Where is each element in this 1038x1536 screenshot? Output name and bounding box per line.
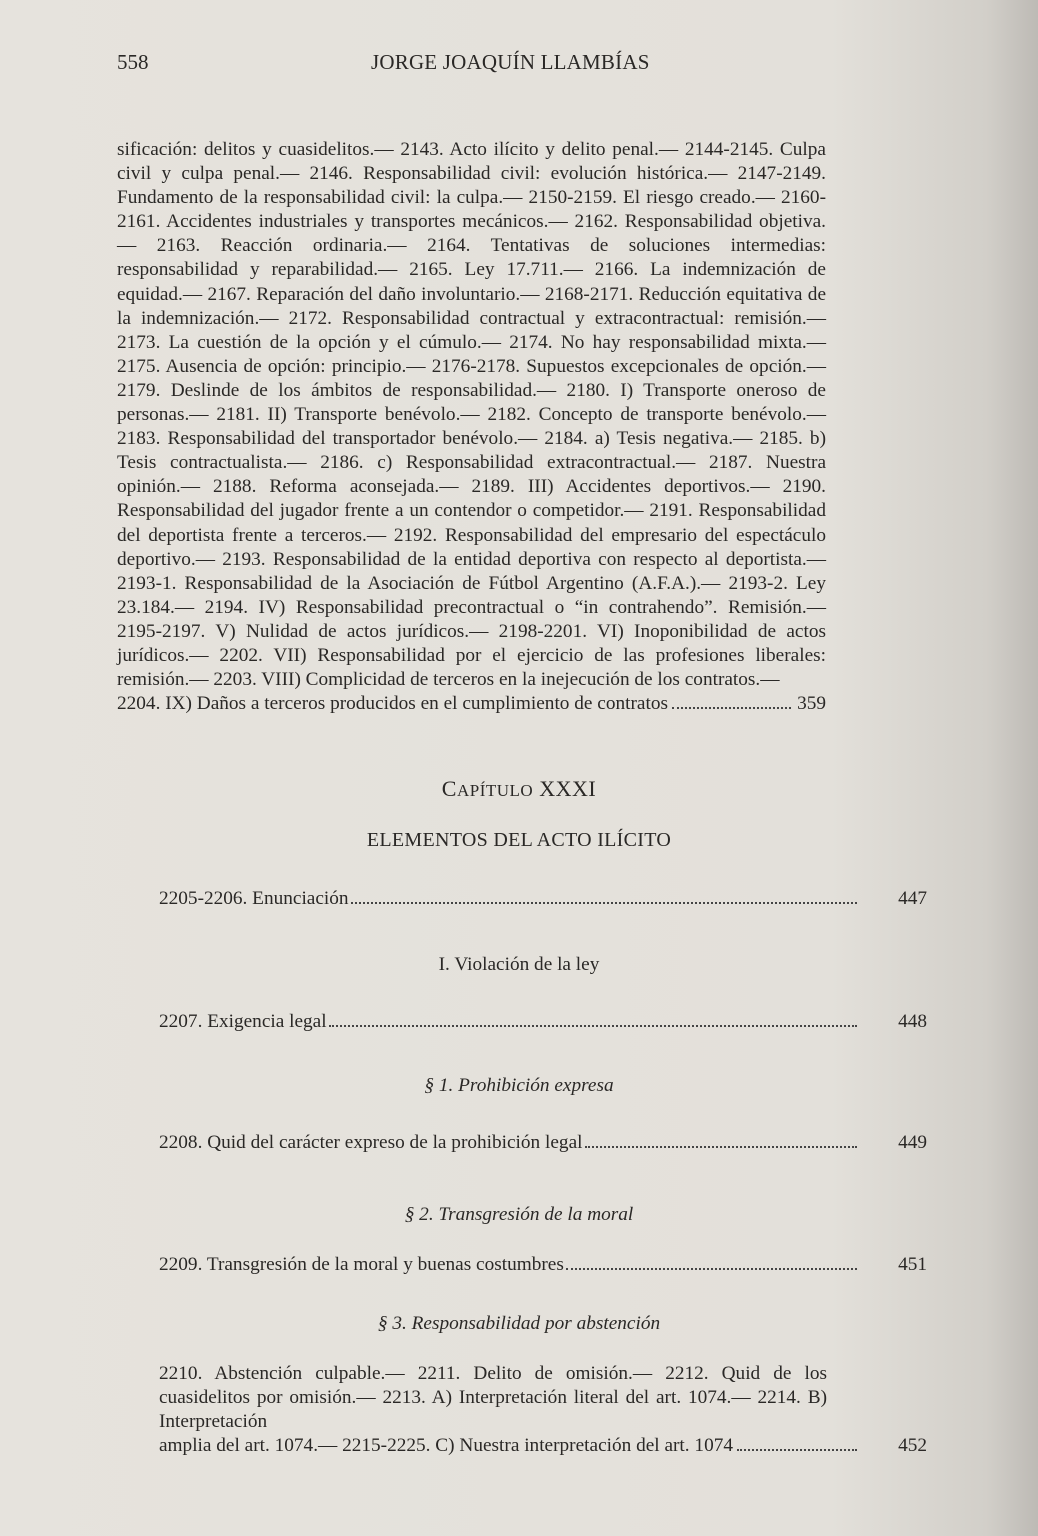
section-heading: I. Violación de la ley <box>438 954 600 975</box>
continued-toc-text: sificación: delitos y cuasidelitos.— 2143. Acto ilícito y delito penal.— 2144-2145. Culpa civil y culpa penal.— 2146. Responsabilidad civil: evolución histórica.— 2147-2149. Fundamento de la responsabilidad civil: la culpa.— 2150-2159. El riesgo creado.— 2160-2161. Accidentes industriales y transportes mecánicos.— 2162. Responsabilidad objetiva.— 2163. Reacción ordinaria.— 2164. Tentativas de soluciones intermedias: responsabilidad y reparabilidad.— 2165. Ley 17.711.— 2166. La indemnización de equidad.— 2167. Reparación del daño involuntario.— 2168-2171. Reducción equitativa de la indemnización.— 2172. Responsabilidad contractual y extracontractual: remisión.— 2173. La cuestión de la opción y el cúmulo.— 2174. No hay responsabilidad mixta.— 2175. Ausencia de opción: principio.— 2176-2178. Supuestos excepcionales de opción.— 2179. Deslinde de los ámbitos de responsabilidad.— 2180. I) Transporte oneroso de personas.— 2181. II) Transporte benévolo.— 2182. Concepto de transporte benévolo.— 2183. Responsabilidad del transportador benévolo.— 2184. a) Tesis negativa.— 2185. b) Tesis contractualista.— 2186. c) Responsabilidad extracontractual.— 2187. Nuestra opinión.— 2188. Reforma aconsejada.— 2189. III) Accidentes deportivos.— 2190. Responsabilidad del jugador frente a un contendor o competidor.— 2191. Responsabilidad del deportista frente a terceros.— 2192. Responsabilidad del empresario del espectáculo deportivo.— 2193. Responsabilidad de la entidad deportiva con respecto al deportista.— 2193-1. Responsabilidad de la Asociación de Fútbol Argentino (A.F.A.).— 2193-2. Ley 23.184.— 2194. IV) Responsabilidad precontractual o “in contrahendo”. Remisión.— 2195-2197. V) Nulidad de actos jurídicos.— 2198-2201. VI) Inoponibilidad de actos jurídicos.— 2202. VII) Responsabilidad por el ejercicio de las profesiones liberales: remisión.— 2203. VIII) Complicidad de terceros en la inejecución de los contratos.— <box>117 139 826 691</box>
toc-entry-multiline <box>159 1362 927 1458</box>
continued-toc-last-line <box>117 692 826 716</box>
running-head <box>117 50 677 84</box>
dot-leader <box>585 1146 858 1148</box>
toc-entry <box>159 888 927 910</box>
toc-entry-page: 447 <box>898 888 927 909</box>
toc-entry-page: 449 <box>898 1132 927 1153</box>
toc-entry-label: 2210. Abstención culpable.— 2211. Delito de omisión.— 2212. Quid de los cuasidelitos por omisión.— 2213. A) Interpretación literal del art. 1074.— 2214. B) Interpretación <box>159 1363 827 1433</box>
page-number: 558 <box>117 50 149 74</box>
dot-leader <box>329 1025 857 1027</box>
toc-entry-last-text: amplia del art. 1074.— 2215-2225. C) Nuestra interpretación del art. 1074 <box>159 1435 733 1457</box>
subsection-heading: § 2. Transgresión de la moral <box>404 1204 634 1225</box>
continued-toc-page: 359 <box>797 693 826 715</box>
chapter-title: ELEMENTOS DEL ACTO ILÍCITO <box>366 829 672 851</box>
running-title: JORGE JOAQUÍN LLAMBÍAS <box>371 50 650 74</box>
toc-entry-page: 448 <box>898 1011 927 1032</box>
continued-toc-paragraph <box>117 138 826 716</box>
toc-entry-page: 451 <box>898 1254 927 1275</box>
dot-leader <box>351 902 857 904</box>
toc-entry-last-line <box>159 1434 927 1458</box>
toc-entry-label: 2205-2206. Enunciación <box>159 888 349 909</box>
chapter-number: XXXI <box>539 776 597 801</box>
continued-toc-last-text: 2204. IX) Daños a terceros producidos en el cumplimiento de contratos <box>117 693 668 715</box>
toc-entry-page: 452 <box>898 1435 927 1457</box>
toc-entry-label: 2209. Transgresión de la moral y buenas costumbres <box>159 1254 564 1275</box>
dot-leader <box>737 1449 857 1451</box>
toc-entry-label: 2207. Exigencia legal <box>159 1011 327 1032</box>
dot-leader <box>672 707 791 709</box>
toc-entry-label: 2208. Quid del carácter expreso de la prohibición legal <box>159 1132 583 1153</box>
subsection-heading: § 1. Prohibición expresa <box>424 1075 614 1096</box>
toc-entry <box>159 1254 927 1276</box>
toc-entry <box>159 1011 927 1033</box>
dot-leader <box>566 1268 857 1270</box>
subsection-heading: § 3. Responsabilidad por abstención <box>377 1313 661 1334</box>
toc-entry <box>159 1132 927 1154</box>
chapter-label: CAPÍTULO XXXI <box>441 776 597 801</box>
